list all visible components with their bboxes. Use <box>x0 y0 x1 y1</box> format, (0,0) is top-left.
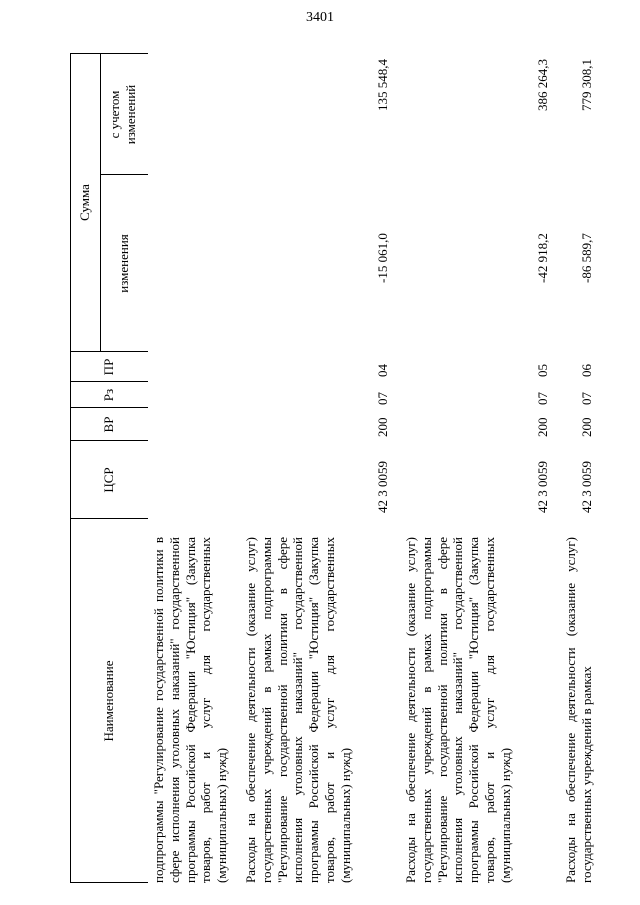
column-header-sum: Сумма <box>77 184 92 221</box>
row-vr: 200 <box>535 417 551 437</box>
table-body <box>149 53 597 883</box>
row-csr: 42 3 0059 <box>579 461 595 513</box>
header-border <box>100 53 101 352</box>
row-change: -15 061,0 <box>375 233 391 283</box>
rotated-page-content <box>70 53 595 883</box>
page-number: 3401 <box>306 10 334 25</box>
column-header-csr: ЦСР <box>101 467 116 493</box>
row-with-changes: 386 264,3 <box>535 59 551 111</box>
row-pr: 05 <box>535 364 551 377</box>
column-header-change: изменения <box>116 234 131 293</box>
row-name: подпрограммы "Регулирование государственной политики в сфере исполнения уголовных наказаний" государственной программы Российской Федерации "Юстиция" (Закупка товаров, работ и услуг для государственных (муниципальных) нужд) <box>151 537 230 883</box>
column-header-pr: ПР <box>101 358 116 376</box>
row-vr: 200 <box>375 417 391 437</box>
column-header-with-changes-line2: изменений <box>123 84 138 145</box>
table-row <box>563 53 597 883</box>
row-vr: 200 <box>579 417 595 437</box>
row-csr: 42 3 0059 <box>375 461 391 513</box>
row-pr: 06 <box>579 364 595 377</box>
column-header-rz: Рз <box>101 388 116 402</box>
row-pr: 04 <box>375 364 391 377</box>
header-border <box>70 53 71 883</box>
row-rz: 07 <box>375 392 391 405</box>
row-name: Расходы на обеспечение деятельности (оказание услуг) государственных учреждений в рамках подпрограммы "Регулирование государственной политики в сфере исполнения уголовных наказаний" государственной программы Российской Федерации "Юстиция" (Закупка товаров, работ и услуг для государственных (муниципальных) нужд) <box>403 537 513 883</box>
column-header-name: Наименование <box>101 660 116 742</box>
row-rz: 07 <box>579 392 595 405</box>
table-header <box>70 53 148 883</box>
table-row <box>403 53 553 883</box>
row-csr: 42 3 0059 <box>535 461 551 513</box>
row-with-changes: 135 548,4 <box>375 59 391 111</box>
row-name: Расходы на обеспечение деятельности (оказание услуг) государственных учреждений в рамках подпрограммы "Регулирование государственной политики в сфере исполнения уголовных наказаний" государственной программы Российской Федерации "Юстиция" (Закупка товаров, работ и услуг для государственных (муниципальных) нужд) <box>243 537 353 883</box>
row-name: Расходы на обеспечение деятельности (оказание услуг) государственных учреждений в рамках <box>563 537 594 883</box>
table-row <box>151 53 233 883</box>
row-with-changes: 779 308,1 <box>579 59 595 111</box>
budget-table <box>70 53 595 883</box>
table-row <box>243 53 393 883</box>
row-change: -86 589,7 <box>579 233 595 283</box>
row-rz: 07 <box>535 392 551 405</box>
column-header-with-changes-line1: с учетом <box>107 90 122 139</box>
column-header-vr: ВР <box>101 416 116 433</box>
row-change: -42 918,2 <box>535 233 551 283</box>
